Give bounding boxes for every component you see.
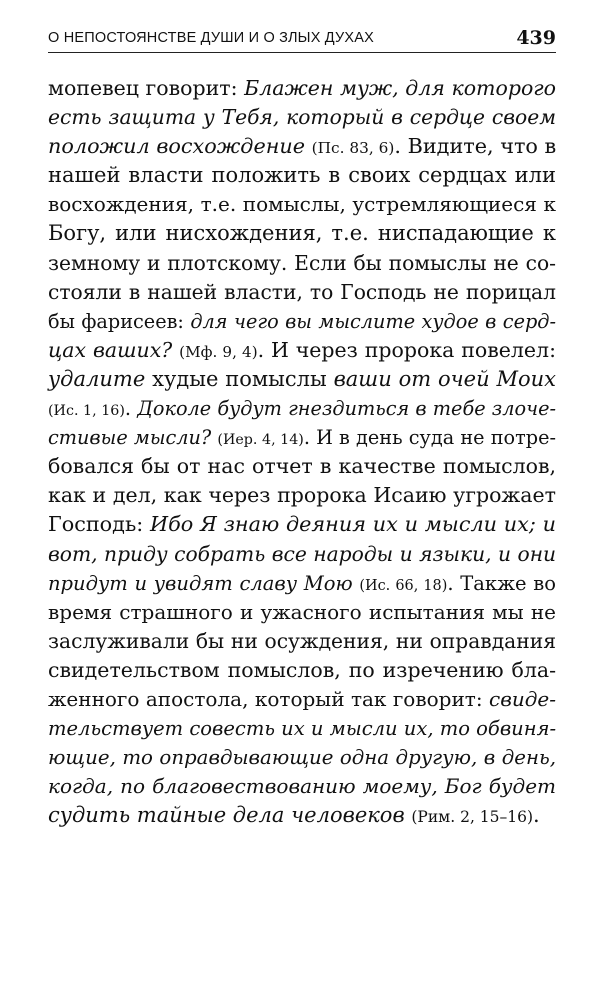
text-run: время страшного и ужасного испытания мы не: [48, 599, 556, 624]
scripture-quote: положил восхождение: [48, 134, 306, 159]
text-run: . И в день суда не потре-: [303, 426, 556, 450]
text-line: [48, 714, 556, 743]
scripture-quote: тельствует совесть их и мысли их, то обвиня-: [48, 717, 557, 741]
text-line: [48, 569, 556, 598]
running-header: [48, 28, 556, 53]
scripture-reference: (Ис. 66, 18): [359, 577, 448, 594]
text-line: [48, 540, 556, 569]
scripture-quote: судить тайные дела человеков: [48, 803, 405, 828]
text-run: худые помыслы: [145, 366, 334, 391]
scripture-quote: свиде-: [489, 686, 556, 711]
text-line: [48, 249, 556, 278]
scripture-quote: Блажен муж, для которого: [244, 76, 556, 100]
scripture-reference: (Иер. 4, 14): [217, 432, 304, 449]
text-run: . И через пророка повелел:: [257, 337, 556, 362]
text-line: [48, 132, 556, 161]
text-run: восхождения, т.е. помыслы, устремляющиеся к: [48, 192, 556, 217]
scripture-quote: придут и увидят славу Мою: [48, 571, 353, 595]
scripture-quote: удалите: [48, 366, 146, 391]
text-line: [48, 598, 556, 627]
text-run: . Видите, что в: [394, 134, 557, 159]
scripture-quote: когда, по благовествованию моему, Бог будет: [48, 774, 556, 799]
scripture-reference: (Пс. 83, 6): [311, 139, 395, 158]
text-line: [48, 510, 556, 539]
text-run: стояли в нашей власти, то Господь не порицал: [48, 279, 556, 304]
text-line: [48, 801, 556, 830]
text-run: .: [533, 803, 540, 828]
text-line: [48, 481, 556, 510]
scripture-quote: цах ваших?: [48, 337, 173, 362]
running-title: О НЕПОСТОЯНСТВЕ ДУШИ И О ЗЛЫХ ДУХАХ: [48, 30, 375, 46]
page-number: 439: [516, 27, 556, 49]
text-line: [48, 336, 556, 365]
text-line: [48, 685, 556, 714]
text-line: [48, 452, 556, 481]
scripture-reference: (Мф. 9, 4): [179, 342, 258, 361]
scripture-quote: для чего вы мыслите худое в серд-: [190, 309, 556, 333]
text-run: заслуживали бы ни осуждения, ни оправдания: [48, 628, 556, 653]
scripture-quote: Ибо Я знаю деяния их и мысли их; и: [150, 512, 556, 537]
text-line: [48, 219, 556, 248]
scripture-quote: Доколе будут гнездиться в тебе злоче-: [137, 397, 556, 421]
text-line: [48, 627, 556, 656]
body-text: [48, 74, 556, 830]
text-line: [48, 394, 556, 423]
text-run: свидетельством помыслов, по изречению бла-: [48, 657, 556, 682]
text-line: [48, 307, 556, 336]
text-run: женного апостола, который так говорит:: [48, 686, 489, 711]
scripture-quote: ваши от очей Моих: [333, 366, 556, 391]
text-line: [48, 656, 556, 685]
text-line: [48, 161, 556, 190]
text-line: [48, 423, 556, 452]
text-line: [48, 74, 556, 103]
scripture-quote: ющие, то оправдывающие одна другую, в день,: [48, 746, 556, 770]
text-line: [48, 772, 556, 801]
text-run: как и дел, как через пророка Исаию угрожает: [48, 483, 556, 508]
text-line: [48, 190, 556, 219]
text-run: земному и плотскому. Если бы помыслы не со-: [48, 250, 556, 275]
scripture-quote: стивые мысли?: [48, 426, 212, 450]
text-run: мопевец говорит:: [48, 76, 245, 100]
scripture-quote: вот, приду собрать все народы и языки, и они: [48, 541, 557, 566]
text-line: [48, 365, 556, 394]
text-line: [48, 103, 556, 132]
text-run: .: [124, 397, 138, 421]
scripture-quote: есть защита у Тебя, который в сердце своем: [48, 105, 556, 130]
scripture-reference: (Рим. 2, 15–16): [411, 808, 534, 827]
scripture-reference: (Ис. 1, 16): [48, 403, 125, 420]
text-run: бы фарисеев:: [48, 309, 191, 333]
text-run: Богу, или нисхождения, т.е. ниспадающие к: [48, 221, 556, 246]
text-run: [305, 134, 312, 158]
text-run: нашей власти положить в своих сердцах или: [48, 163, 556, 188]
text-run: Господь:: [48, 512, 151, 537]
text-run: бовался бы от нас отчет в качестве помыслов,: [48, 454, 556, 479]
text-run: . Также во: [447, 571, 556, 595]
text-line: [48, 278, 556, 307]
text-line: [48, 743, 556, 772]
